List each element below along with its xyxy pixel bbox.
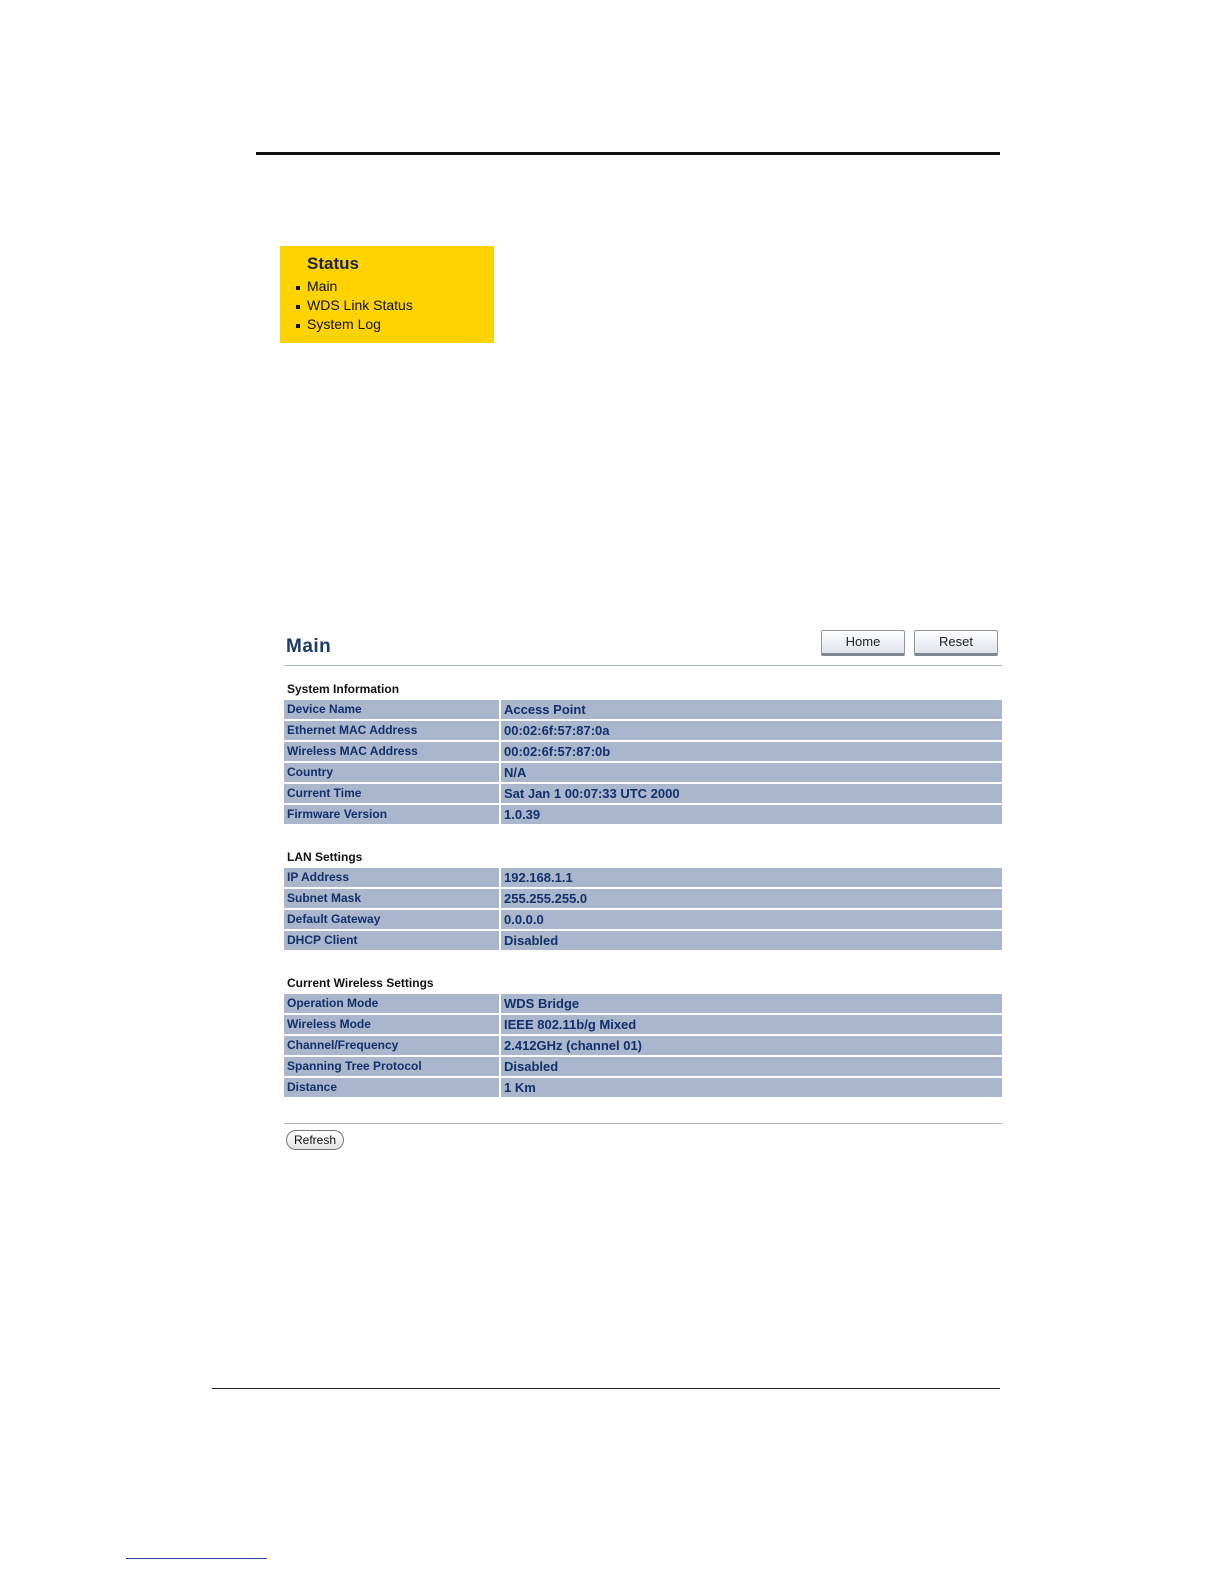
row-label: Wireless MAC Address — [284, 742, 499, 761]
row-label: Spanning Tree Protocol — [284, 1057, 499, 1076]
row-value: 255.255.255.0 — [499, 889, 1002, 908]
row-value: 192.168.1.1 — [499, 868, 1002, 887]
row-value: Access Point — [499, 700, 1002, 719]
bullet-icon — [296, 286, 300, 290]
row-value: Disabled — [499, 1057, 1002, 1076]
row-value: IEEE 802.11b/g Mixed — [499, 1015, 1002, 1034]
status-menu-item-label: WDS Link Status — [307, 297, 413, 313]
status-menu-item-main[interactable] — [307, 277, 494, 296]
status-menu — [280, 246, 494, 343]
status-menu-list — [307, 277, 494, 334]
section-title-current-wireless-settings: Current Wireless Settings — [287, 976, 434, 990]
status-menu-title: Status — [307, 254, 359, 273]
footnote-rule — [126, 1558, 267, 1559]
status-menu-item-system-log[interactable] — [307, 315, 494, 334]
row-value: 0.0.0.0 — [499, 910, 1002, 929]
table-row — [284, 1015, 1002, 1034]
footer-divider — [284, 1123, 1002, 1124]
page-bottom-rule — [212, 1388, 1000, 1389]
table-row — [284, 1036, 1002, 1055]
row-label: Wireless Mode — [284, 1015, 499, 1034]
section-title-lan-settings: LAN Settings — [287, 850, 363, 864]
status-menu-item-wds-link-status[interactable] — [307, 296, 494, 315]
section-title-system-information: System Information — [287, 682, 400, 696]
header-divider — [284, 665, 1002, 666]
row-value: 1.0.39 — [499, 805, 1002, 824]
table-row — [284, 784, 1002, 803]
table-row — [284, 721, 1002, 740]
row-label: Distance — [284, 1078, 499, 1097]
status-menu-item-label: System Log — [307, 316, 381, 332]
row-label: Current Time — [284, 784, 499, 803]
row-label: DHCP Client — [284, 931, 499, 950]
lan-settings-table — [284, 866, 1002, 952]
page-title: Main — [286, 636, 332, 657]
row-label: Device Name — [284, 700, 499, 719]
row-label: Channel/Frequency — [284, 1036, 499, 1055]
row-label: Subnet Mask — [284, 889, 499, 908]
row-label: Default Gateway — [284, 910, 499, 929]
wireless-settings-table — [284, 992, 1002, 1099]
table-row — [284, 700, 1002, 719]
row-label: IP Address — [284, 868, 499, 887]
system-information-table — [284, 698, 1002, 826]
table-row — [284, 931, 1002, 950]
row-label: Ethernet MAC Address — [284, 721, 499, 740]
row-label: Country — [284, 763, 499, 782]
row-value: 1 Km — [499, 1078, 1002, 1097]
table-row — [284, 805, 1002, 824]
table-row — [284, 742, 1002, 761]
table-row — [284, 910, 1002, 929]
table-row — [284, 1057, 1002, 1076]
row-value: 00:02:6f:57:87:0a — [499, 721, 1002, 740]
page-top-rule — [256, 152, 1000, 155]
row-value: Sat Jan 1 00:07:33 UTC 2000 — [499, 784, 1002, 803]
main-panel — [284, 626, 1002, 1156]
table-row — [284, 889, 1002, 908]
refresh-button[interactable]: Refresh — [286, 1130, 344, 1150]
home-button[interactable]: Home — [821, 630, 905, 656]
row-value: 00:02:6f:57:87:0b — [499, 742, 1002, 761]
status-menu-item-label: Main — [307, 278, 338, 294]
row-value: WDS Bridge — [499, 994, 1002, 1013]
row-label: Operation Mode — [284, 994, 499, 1013]
table-row — [284, 994, 1002, 1013]
table-row — [284, 868, 1002, 887]
table-row — [284, 1078, 1002, 1097]
row-value: 2.412GHz (channel 01) — [499, 1036, 1002, 1055]
row-value: N/A — [499, 763, 1002, 782]
row-label: Firmware Version — [284, 805, 499, 824]
bullet-icon — [296, 324, 300, 328]
reset-button[interactable]: Reset — [914, 630, 998, 656]
table-row — [284, 763, 1002, 782]
row-value: Disabled — [499, 931, 1002, 950]
bullet-icon — [296, 305, 300, 309]
